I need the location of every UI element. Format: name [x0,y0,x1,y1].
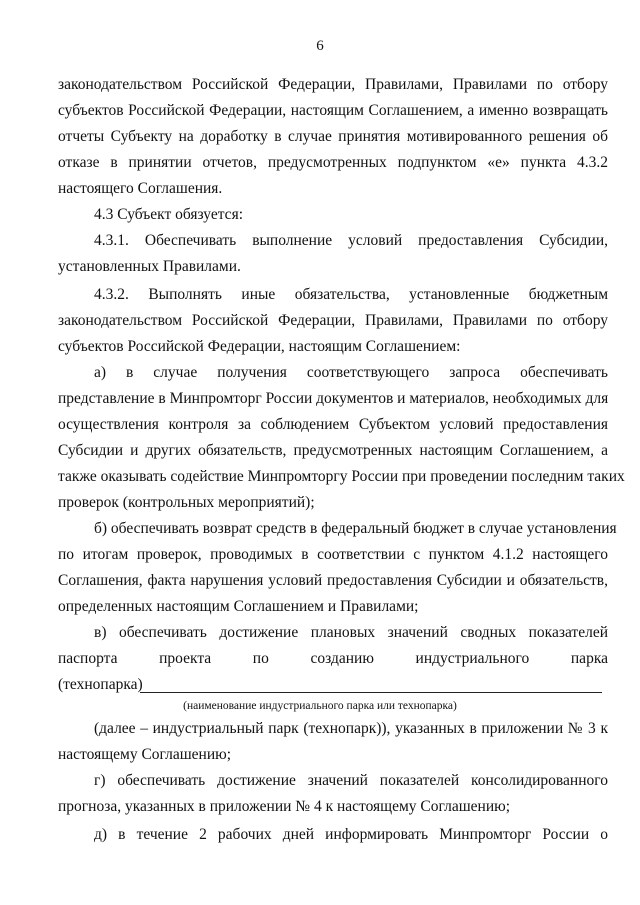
text-line: осуществления контроля за соблюдением Субъектом условий предоставления [58,416,608,433]
text-line: также оказывать содействие Минпромторгу России при проведении последним таких [58,468,625,485]
text-line: отчеты Субъекту на доработку в случае принятия мотивированного решения об [58,128,608,145]
text-line: в) обеспечивать достижение плановых значений сводных показателей [94,624,608,641]
text-line: субъектов Российской Федерации, настоящим Соглашением, а именно возвращать [58,102,608,119]
text-line: д) в течение 2 рабочих дней информировать Минпромторг России о [94,826,608,843]
text-line: Субсидии и других обязательств, предусмотренных настоящим Соглашением, а [58,442,608,459]
text-line: отказе в принятии отчетов, предусмотренных подпунктом «е» пункта 4.3.2 [58,154,608,171]
text-line: проверок (контрольных мероприятий); [58,494,315,511]
section-heading: 4.3 Субъект обязуется: [94,206,243,223]
text-line: г) обеспечивать достижение значений показателей консолидированного [94,772,608,789]
text-line: паспорта проекта по созданию индустриального парка [58,650,608,667]
text-line: настоящего Соглашения. [58,180,223,197]
text-line: настоящему Соглашению; [58,746,232,763]
text-line: (далее – индустриальный парк (технопарк)), указанных в приложении № 3 к [94,720,608,737]
text-line: б) обеспечивать возврат средств в федеральный бюджет в случае установления [94,520,617,537]
text-line: а) в случае получения соответствующего запроса обеспечивать [94,364,608,381]
text-line: 4.3.1. Обеспечивать выполнение условий предоставления Субсидии, [94,232,608,249]
fill-in-underline [140,692,602,693]
text-line: 4.3.2. Выполнять иные обязательства, установленные бюджетным [94,286,608,303]
text-line: Соглашения, факта нарушения условий предоставления Субсидии и обязательств, [58,572,608,589]
text-line: (технопарка) [58,676,143,693]
page-number: 6 [316,38,324,54]
text-line: по итогам проверок, проводимых в соответствии с пунктом 4.1.2 настоящего [58,546,608,563]
text-line: установленных Правилами. [58,258,241,275]
field-caption: (наименование индустриального парка или технопарка) [183,700,457,712]
text-line: законодательством Российской Федерации, Правилами, Правилами по отбору [58,76,608,93]
text-line: прогноза, указанных в приложении № 4 к настоящему Соглашению; [58,798,510,815]
text-line: представление в Минпромторг России документов и материалов, необходимых для [58,390,609,407]
text-line: определенных настоящим Соглашением и Правилами; [58,598,419,615]
text-line: законодательством Российской Федерации, Правилами, Правилами по отбору [58,312,608,329]
text-line: субъектов Российской Федерации, настоящим Соглашением: [58,338,461,355]
